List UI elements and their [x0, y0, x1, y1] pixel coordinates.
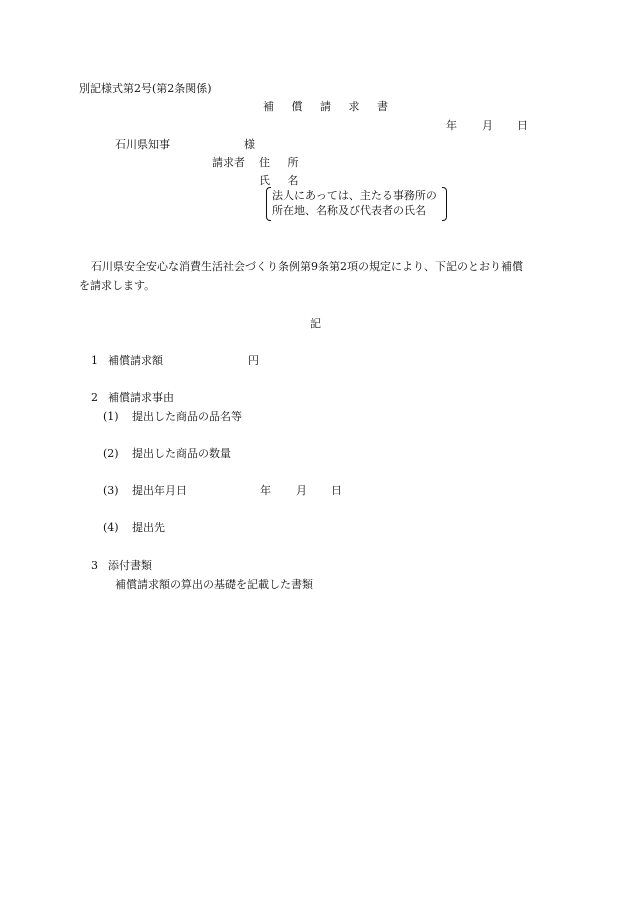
corporation-note-line1: 法人にあっては、主たる事務所の	[272, 189, 437, 202]
requester-address-label: 住 所	[259, 156, 299, 169]
item2-sub4-label: 提出先	[132, 521, 165, 534]
right-bracket	[442, 187, 447, 221]
left-bracket	[266, 187, 271, 221]
item2-sub1-number: (1)	[103, 410, 119, 423]
item3-number: 3	[91, 559, 98, 572]
ki-heading: 記	[310, 317, 321, 330]
body-text-line1: 石川県安全安心な消費生活社会づくり条例第9条第2項の規定により、下記のとおり補償	[91, 260, 523, 273]
item3-detail: 補償請求額の算出の基礎を記載した書類	[115, 578, 313, 591]
item2-sub1-label: 提出した商品の品名等	[132, 410, 242, 423]
item2-sub3-day: 日	[331, 484, 342, 497]
requester-name-label: 氏 名	[259, 174, 299, 187]
item1-unit: 円	[248, 354, 259, 367]
date-year-label: 年	[446, 119, 457, 132]
item2-sub4-number: (4)	[103, 521, 119, 534]
addressee-name: 石川県知事	[115, 138, 170, 151]
item1-label: 補償請求額	[108, 354, 163, 367]
addressee-honorific: 様	[244, 138, 255, 151]
date-day-label: 日	[517, 119, 528, 132]
item2-sub2-number: (2)	[103, 447, 119, 460]
item2-sub3-month: 月	[296, 484, 307, 497]
item2-sub3-number: (3)	[103, 484, 119, 497]
item2-label: 補償請求事由	[108, 391, 174, 404]
item1-number: 1	[91, 354, 98, 367]
document-title: 補 償 請 求 書	[263, 100, 391, 113]
item3-label: 添付書類	[108, 559, 152, 572]
item2-sub3-label: 提出年月日	[132, 484, 187, 497]
item2-number: 2	[91, 391, 98, 404]
item2-sub2-label: 提出した商品の数量	[132, 447, 231, 460]
body-text-line2: を請求します。	[79, 279, 156, 292]
item2-sub3-year: 年	[260, 484, 271, 497]
form-label: 別記様式第2号(第2条関係)	[79, 82, 212, 95]
requester-label: 請求者	[212, 156, 245, 169]
corporation-note-line2: 所在地、名称及び代表者の氏名	[272, 204, 426, 217]
date-month-label: 月	[482, 119, 493, 132]
corporation-note	[266, 187, 447, 219]
